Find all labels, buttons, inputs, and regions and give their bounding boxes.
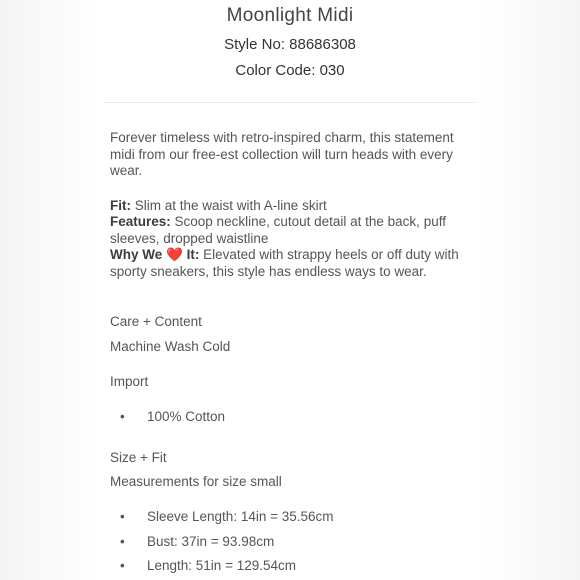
style-number: Style No: 88686308 <box>224 36 356 53</box>
left-edge-shade <box>0 0 100 580</box>
bullet-icon: • <box>120 534 125 549</box>
care-wash: Machine Wash Cold <box>110 339 231 354</box>
care-heading: Care + Content <box>110 314 202 329</box>
size-subheading: Measurements for size small <box>110 474 282 489</box>
product-description-block <box>110 130 470 280</box>
bullet-icon: • <box>120 409 125 424</box>
fit-label: Fit: <box>110 197 131 213</box>
list-item-material <box>120 409 225 424</box>
fit-text: Slim at the waist with A-line skirt <box>131 197 327 213</box>
measurement-text: Bust: 37in = 93.98cm <box>147 534 275 549</box>
why-label-post: It: <box>182 247 200 262</box>
why-label-pre: Why We <box>110 247 167 262</box>
features-text: Scoop neckline, cutout detail at the back, puff sleeves, dropped waistline <box>110 214 446 246</box>
bullet-icon: • <box>120 558 125 573</box>
why-line <box>110 247 470 280</box>
product-description: Forever timeless with retro-inspired charm, this statement midi from our free-est collection will turn heads with every wear. <box>110 130 454 178</box>
material-text: 100% Cotton <box>147 409 226 424</box>
measurement-text: Sleeve Length: 14in = 35.56cm <box>147 509 334 524</box>
product-specs <box>110 198 470 281</box>
size-heading: Size + Fit <box>110 450 167 465</box>
right-edge-shade <box>480 0 580 580</box>
care-origin: Import <box>110 374 149 389</box>
color-code: Color Code: 030 <box>235 62 345 79</box>
list-item-measurement <box>120 509 334 524</box>
why-label <box>110 247 199 262</box>
why-text: Elevated with strappy heels or off duty with sporty sneakers, this style has endless ways to wear. <box>110 247 459 279</box>
bullet-icon: • <box>120 509 125 524</box>
heart-icon: ❤️ <box>166 247 183 262</box>
list-item-measurement <box>120 534 274 549</box>
header-divider <box>104 102 476 103</box>
product-title: Moonlight Midi <box>226 5 354 26</box>
list-item-measurement <box>120 558 296 573</box>
measurement-text: Length: 51in = 129.54cm <box>147 558 296 573</box>
fit-line <box>110 198 470 215</box>
features-label: Features: <box>110 214 171 229</box>
features-line <box>110 214 470 247</box>
